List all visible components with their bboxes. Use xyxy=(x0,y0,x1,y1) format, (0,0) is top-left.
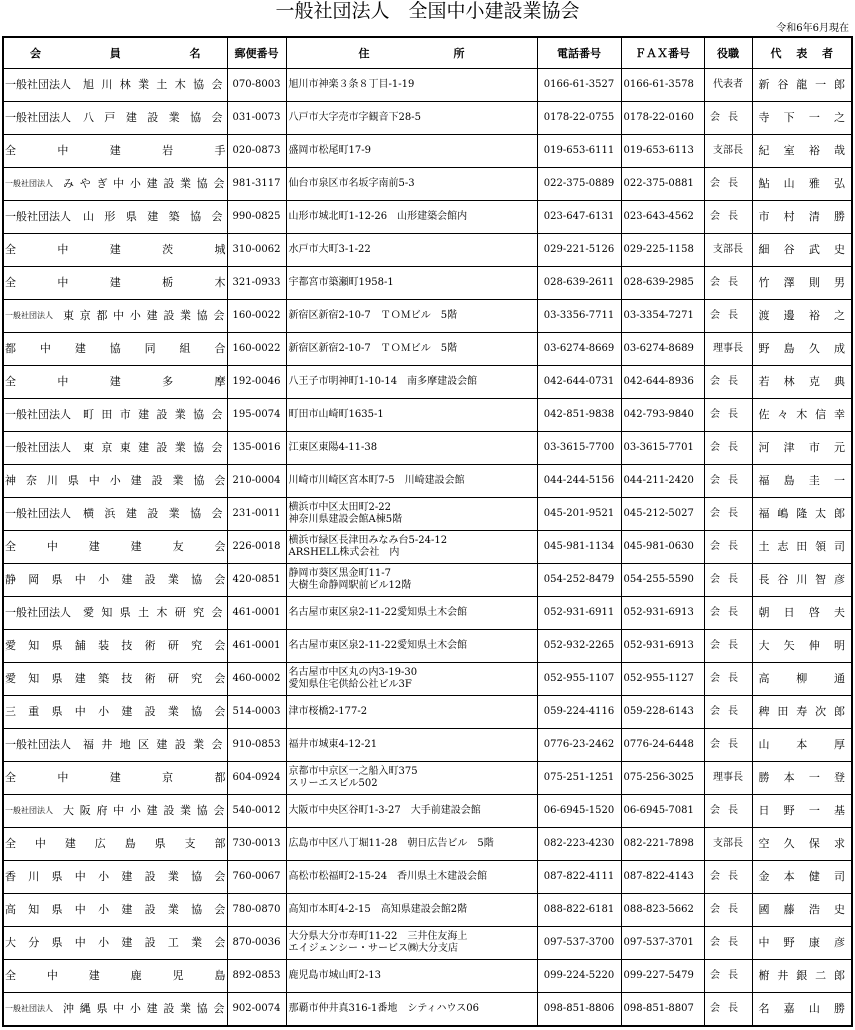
representative-cell: 稗 田 寿 次 郎 xyxy=(752,696,852,729)
zip-cell: 760-0067 xyxy=(227,861,286,894)
member-name-cell: 一般社団法人 山形県建築協会 xyxy=(3,201,227,234)
role-cell: 会長 xyxy=(704,432,752,465)
fax-cell: 097-537-3701 xyxy=(621,927,704,960)
role-cell: 会長 xyxy=(704,861,752,894)
member-name-cell: 愛 知 県 舗 装 技 術 研 究 会 xyxy=(3,630,227,663)
header-org: 会 員 名 xyxy=(3,37,227,69)
fax-cell: 028-639-2985 xyxy=(621,267,704,300)
table-row xyxy=(3,795,852,828)
role-cell: 会長 xyxy=(704,465,752,498)
table-row xyxy=(3,432,852,465)
representative-cell: 市 村 清 勝 xyxy=(752,201,852,234)
tel-cell: 042-644-0731 xyxy=(537,366,621,399)
table-header-row xyxy=(3,37,852,69)
header-rep: 代 表 者 xyxy=(752,37,852,69)
role-cell: 支部長 xyxy=(704,234,752,267)
address-cell: 大分県大分市寿町11-22 三井住友海上 エイジェンシー・サービス㈱大分支店 xyxy=(286,927,537,960)
member-name-cell: 一般社団法人 東京都中小建設業協会 xyxy=(3,300,227,333)
page-title: 一般社団法人 全国中小建設業協会 xyxy=(275,0,580,22)
zip-cell: 070-8003 xyxy=(227,69,286,102)
fax-cell: 023-643-4562 xyxy=(621,201,704,234)
tel-cell: 052-931-6911 xyxy=(537,597,621,630)
tel-cell: 075-251-1251 xyxy=(537,762,621,795)
zip-cell: 160-0022 xyxy=(227,333,286,366)
table-row xyxy=(3,861,852,894)
zip-cell: 604-0924 xyxy=(227,762,286,795)
tel-cell: 088-822-6181 xyxy=(537,894,621,927)
representative-cell: 渡 邊 裕 之 xyxy=(752,300,852,333)
member-name-cell: 一般社団法人 愛知県土木研究会 xyxy=(3,597,227,630)
fax-cell: 052-931-6913 xyxy=(621,597,704,630)
member-name-cell: 一般社団法人 八戸建設業協会 xyxy=(3,102,227,135)
fax-cell: 042-644-8936 xyxy=(621,366,704,399)
tel-cell: 0166-61-3527 xyxy=(537,69,621,102)
member-name-cell: 全 中 建 多 摩 xyxy=(3,366,227,399)
fax-cell: 099-227-5479 xyxy=(621,960,704,993)
fax-cell: 044-211-2420 xyxy=(621,465,704,498)
zip-cell: 031-0073 xyxy=(227,102,286,135)
tel-cell: 059-224-4116 xyxy=(537,696,621,729)
table-row xyxy=(3,69,852,102)
table-row xyxy=(3,531,852,564)
zip-cell: 780-0870 xyxy=(227,894,286,927)
role-cell: 会長 xyxy=(704,729,752,762)
fax-cell: 045-981-0630 xyxy=(621,531,704,564)
member-name-cell: 全 中 建 鹿 児 島 xyxy=(3,960,227,993)
zip-cell: 192-0046 xyxy=(227,366,286,399)
representative-cell: 寺 下 一 之 xyxy=(752,102,852,135)
table-row xyxy=(3,465,852,498)
tel-cell: 052-955-1107 xyxy=(537,663,621,696)
zip-cell: 990-0825 xyxy=(227,201,286,234)
role-cell: 会長 xyxy=(704,564,752,597)
representative-cell: 勝 本 一 登 xyxy=(752,762,852,795)
tel-cell: 045-201-9521 xyxy=(537,498,621,531)
table-row xyxy=(3,630,852,663)
table-row xyxy=(3,729,852,762)
as-of-date: 令和6年6月現在 xyxy=(776,23,849,34)
header-addr: 住 所 xyxy=(286,37,537,69)
role-cell: 会長 xyxy=(704,696,752,729)
tel-cell: 042-851-9838 xyxy=(537,399,621,432)
tel-cell: 028-639-2611 xyxy=(537,267,621,300)
member-name-cell: 一般社団法人 みやぎ中小建設業協会 xyxy=(3,168,227,201)
address-cell: 広島市中区八丁堀11-28 朝日広告ビル 5階 xyxy=(286,828,537,861)
zip-cell: 730-0013 xyxy=(227,828,286,861)
fax-cell: 087-822-4143 xyxy=(621,861,704,894)
member-name-cell: 静 岡 県 中 小 建 設 業 協 会 xyxy=(3,564,227,597)
address-cell: 宇都宮市築瀬町1958-1 xyxy=(286,267,537,300)
fax-cell: 0178-22-0160 xyxy=(621,102,704,135)
table-row xyxy=(3,993,852,1027)
address-cell: 京都市中京区一之船入町375 スリーエスビル502 xyxy=(286,762,537,795)
address-cell: 八戸市大字売市字観音下28-5 xyxy=(286,102,537,135)
address-cell: 横浜市緑区長津田みなみ台5-24-12 ARSHELL株式会社 内 xyxy=(286,531,537,564)
tel-cell: 045-981-1134 xyxy=(537,531,621,564)
address-cell: 名古屋市東区泉2-11-22愛知県土木会館 xyxy=(286,630,537,663)
table-row xyxy=(3,366,852,399)
address-cell: 名古屋市中区丸の内3-19-30 愛知県住宅供給公社ビル3F xyxy=(286,663,537,696)
zip-cell: 981-3117 xyxy=(227,168,286,201)
zip-cell: 461-0001 xyxy=(227,630,286,663)
role-cell: 会長 xyxy=(704,102,752,135)
fax-cell: 088-823-5662 xyxy=(621,894,704,927)
member-name-cell: 一般社団法人 大阪府中小建設業協会 xyxy=(3,795,227,828)
representative-cell: 山 本 厚 xyxy=(752,729,852,762)
member-name-cell: 全 中 建 茨 城 xyxy=(3,234,227,267)
representative-cell: 河 津 市 元 xyxy=(752,432,852,465)
table-row xyxy=(3,564,852,597)
representative-cell: 中 野 康 彦 xyxy=(752,927,852,960)
tel-cell: 03-6274-8669 xyxy=(537,333,621,366)
member-name-cell: 一般社団法人 横浜建設業協会 xyxy=(3,498,227,531)
zip-cell: 210-0004 xyxy=(227,465,286,498)
table-row xyxy=(3,597,852,630)
fax-cell: 0776-24-6448 xyxy=(621,729,704,762)
zip-cell: 460-0002 xyxy=(227,663,286,696)
table-row xyxy=(3,201,852,234)
role-cell: 理事長 xyxy=(704,762,752,795)
address-cell: 川崎市川崎区宮本町7-5 川崎建設会館 xyxy=(286,465,537,498)
role-cell: 代表者 xyxy=(704,69,752,102)
zip-cell: 461-0001 xyxy=(227,597,286,630)
address-cell: 名古屋市東区泉2-11-22愛知県土木会館 xyxy=(286,597,537,630)
address-cell: 那覇市仲井真316-1番地 シティハウス06 xyxy=(286,993,537,1027)
representative-cell: 名 嘉 山 勝 xyxy=(752,993,852,1027)
member-table xyxy=(2,36,853,1027)
address-cell: 新宿区新宿2-10-7 ＴＯＭビル 5階 xyxy=(286,333,537,366)
role-cell: 会長 xyxy=(704,927,752,960)
tel-cell: 023-647-6131 xyxy=(537,201,621,234)
table-row xyxy=(3,267,852,300)
address-cell: 山形市城北町1-12-26 山形建築会館内 xyxy=(286,201,537,234)
member-name-cell: 高 知 県 中 小 建 設 業 協 会 xyxy=(3,894,227,927)
role-cell: 会長 xyxy=(704,960,752,993)
table-row xyxy=(3,696,852,729)
fax-cell: 06-6945-7081 xyxy=(621,795,704,828)
fax-cell: 045-212-5027 xyxy=(621,498,704,531)
member-name-cell: 三 重 県 中 小 建 設 業 協 会 xyxy=(3,696,227,729)
representative-cell: 新 谷 龍 一 郎 xyxy=(752,69,852,102)
table-row xyxy=(3,135,852,168)
address-cell: 盛岡市松尾町17-9 xyxy=(286,135,537,168)
representative-cell: 椨 井 銀 二 郎 xyxy=(752,960,852,993)
table-row xyxy=(3,960,852,993)
fax-cell: 029-225-1158 xyxy=(621,234,704,267)
representative-cell: 佐 々 木 信 幸 xyxy=(752,399,852,432)
table-row xyxy=(3,333,852,366)
role-cell: 支部長 xyxy=(704,828,752,861)
member-name-cell: 愛 知 県 建 築 技 術 研 究 会 xyxy=(3,663,227,696)
tel-cell: 029-221-5126 xyxy=(537,234,621,267)
member-name-cell: 一般社団法人 町田市建設業協会 xyxy=(3,399,227,432)
zip-cell: 321-0933 xyxy=(227,267,286,300)
zip-cell: 135-0016 xyxy=(227,432,286,465)
address-cell: 町田市山崎町1635-1 xyxy=(286,399,537,432)
table-row xyxy=(3,762,852,795)
fax-cell: 075-256-3025 xyxy=(621,762,704,795)
table-row xyxy=(3,894,852,927)
zip-cell: 420-0851 xyxy=(227,564,286,597)
address-cell: 鹿児島市城山町2-13 xyxy=(286,960,537,993)
fax-cell: 082-221-7898 xyxy=(621,828,704,861)
fax-cell: 098-851-8807 xyxy=(621,993,704,1027)
address-cell: 新宿区新宿2-10-7 ＴＯＭビル 5階 xyxy=(286,300,537,333)
representative-cell: 日 野 一 基 xyxy=(752,795,852,828)
address-cell: 仙台市泉区市名坂字南前5-3 xyxy=(286,168,537,201)
role-cell: 会長 xyxy=(704,399,752,432)
role-cell: 理事長 xyxy=(704,333,752,366)
fax-cell: 03-3354-7271 xyxy=(621,300,704,333)
address-cell: 静岡市葵区黒金町11-7 大樹生命静岡駅前ビル12階 xyxy=(286,564,537,597)
representative-cell: 野 島 久 成 xyxy=(752,333,852,366)
tel-cell: 03-3356-7711 xyxy=(537,300,621,333)
zip-cell: 540-0012 xyxy=(227,795,286,828)
role-cell: 会長 xyxy=(704,366,752,399)
representative-cell: 福 島 圭 一 xyxy=(752,465,852,498)
member-name-cell: 全 中 建 広 島 県 支 部 xyxy=(3,828,227,861)
representative-cell: 朝 日 啓 夫 xyxy=(752,597,852,630)
member-name-cell: 一般社団法人 福井地区建設業会 xyxy=(3,729,227,762)
address-cell: 横浜市中区太田町2-22 神奈川県建設会館A棟5階 xyxy=(286,498,537,531)
header-zip: 郵便番号 xyxy=(227,37,286,69)
address-cell: 大阪市中央区谷町1-3-27 大手前建設会館 xyxy=(286,795,537,828)
zip-cell: 514-0003 xyxy=(227,696,286,729)
member-name-cell: 神 奈 川 県 中 小 建 設 業 協 会 xyxy=(3,465,227,498)
representative-cell: 長 谷 川 智 彦 xyxy=(752,564,852,597)
address-cell: 旭川市神楽３条８丁目-1-19 xyxy=(286,69,537,102)
representative-cell: 大 矢 伸 明 xyxy=(752,630,852,663)
fax-cell: 03-6274-8689 xyxy=(621,333,704,366)
member-name-cell: 都 中 建 協 同 組 合 xyxy=(3,333,227,366)
tel-cell: 098-851-8806 xyxy=(537,993,621,1027)
representative-cell: 福 嶋 隆 太 郎 xyxy=(752,498,852,531)
table-row xyxy=(3,828,852,861)
member-name-cell: 大 分 県 中 小 建 設 工 業 会 xyxy=(3,927,227,960)
zip-cell: 910-0853 xyxy=(227,729,286,762)
table-row xyxy=(3,663,852,696)
member-name-cell: 全 中 建 岩 手 xyxy=(3,135,227,168)
member-name-cell: 一般社団法人 旭川林業土木協会 xyxy=(3,69,227,102)
zip-cell: 902-0074 xyxy=(227,993,286,1027)
representative-cell: 國 藤 浩 史 xyxy=(752,894,852,927)
role-cell: 会長 xyxy=(704,267,752,300)
tel-cell: 054-252-8479 xyxy=(537,564,621,597)
table-row xyxy=(3,927,852,960)
role-cell: 会長 xyxy=(704,498,752,531)
member-name-cell: 一般社団法人 東京東建設業協会 xyxy=(3,432,227,465)
representative-cell: 鮎 山 雅 弘 xyxy=(752,168,852,201)
zip-cell: 231-0011 xyxy=(227,498,286,531)
address-cell: 水戸市大町3-1-22 xyxy=(286,234,537,267)
address-cell: 高知市本町4-2-15 高知県建設会館2階 xyxy=(286,894,537,927)
fax-cell: 042-793-9840 xyxy=(621,399,704,432)
tel-cell: 087-822-4111 xyxy=(537,861,621,894)
role-cell: 会長 xyxy=(704,663,752,696)
table-row xyxy=(3,168,852,201)
role-cell: 会長 xyxy=(704,993,752,1027)
address-cell: 江東区東陽4-11-38 xyxy=(286,432,537,465)
representative-cell: 高 柳 通 xyxy=(752,663,852,696)
member-name-cell: 香 川 県 中 小 建 設 業 協 会 xyxy=(3,861,227,894)
header-role: 役職 xyxy=(704,37,752,69)
tel-cell: 052-932-2265 xyxy=(537,630,621,663)
role-cell: 会長 xyxy=(704,201,752,234)
address-cell: 福井市城東4-12-21 xyxy=(286,729,537,762)
representative-cell: 若 林 克 典 xyxy=(752,366,852,399)
tel-cell: 082-223-4230 xyxy=(537,828,621,861)
fax-cell: 019-653-6113 xyxy=(621,135,704,168)
fax-cell: 059-228-6143 xyxy=(621,696,704,729)
tel-cell: 022-375-0889 xyxy=(537,168,621,201)
table-row xyxy=(3,399,852,432)
tel-cell: 019-653-6111 xyxy=(537,135,621,168)
role-cell: 会長 xyxy=(704,597,752,630)
role-cell: 会長 xyxy=(704,795,752,828)
tel-cell: 099-224-5220 xyxy=(537,960,621,993)
zip-cell: 226-0018 xyxy=(227,531,286,564)
fax-cell: 052-931-6913 xyxy=(621,630,704,663)
fax-cell: 052-955-1127 xyxy=(621,663,704,696)
zip-cell: 310-0062 xyxy=(227,234,286,267)
header-fax: ＦＡＸ番号 xyxy=(621,37,704,69)
role-cell: 会長 xyxy=(704,168,752,201)
tel-cell: 06-6945-1520 xyxy=(537,795,621,828)
member-name-cell: 全 中 建 建 友 会 xyxy=(3,531,227,564)
address-cell: 津市桜橋2-177-2 xyxy=(286,696,537,729)
fax-cell: 03-3615-7701 xyxy=(621,432,704,465)
tel-cell: 0178-22-0755 xyxy=(537,102,621,135)
table-row xyxy=(3,234,852,267)
member-name-cell: 全 中 建 京 都 xyxy=(3,762,227,795)
role-cell: 会長 xyxy=(704,531,752,564)
role-cell: 支部長 xyxy=(704,135,752,168)
table-row xyxy=(3,300,852,333)
role-cell: 会長 xyxy=(704,630,752,663)
zip-cell: 020-0873 xyxy=(227,135,286,168)
tel-cell: 097-537-3700 xyxy=(537,927,621,960)
role-cell: 会長 xyxy=(704,300,752,333)
member-name-cell: 全 中 建 栃 木 xyxy=(3,267,227,300)
table-row xyxy=(3,498,852,531)
address-cell: 八王子市明神町1-10-14 南多摩建設会館 xyxy=(286,366,537,399)
zip-cell: 892-0853 xyxy=(227,960,286,993)
representative-cell: 紀 室 裕 哉 xyxy=(752,135,852,168)
address-cell: 高松市松福町2-15-24 香川県土木建設会館 xyxy=(286,861,537,894)
zip-cell: 870-0036 xyxy=(227,927,286,960)
tel-cell: 0776-23-2462 xyxy=(537,729,621,762)
member-name-cell: 一般社団法人 沖縄県中小建設業協会 xyxy=(3,993,227,1027)
tel-cell: 03-3615-7700 xyxy=(537,432,621,465)
fax-cell: 022-375-0881 xyxy=(621,168,704,201)
fax-cell: 0166-61-3578 xyxy=(621,69,704,102)
representative-cell: 竹 澤 則 男 xyxy=(752,267,852,300)
zip-cell: 160-0022 xyxy=(227,300,286,333)
role-cell: 会長 xyxy=(704,894,752,927)
fax-cell: 054-255-5590 xyxy=(621,564,704,597)
representative-cell: 金 本 健 司 xyxy=(752,861,852,894)
zip-cell: 195-0074 xyxy=(227,399,286,432)
representative-cell: 細 谷 武 史 xyxy=(752,234,852,267)
header-tel: 電話番号 xyxy=(537,37,621,69)
representative-cell: 空 久 保 求 xyxy=(752,828,852,861)
tel-cell: 044-244-5156 xyxy=(537,465,621,498)
representative-cell: 土 志 田 領 司 xyxy=(752,531,852,564)
table-row xyxy=(3,102,852,135)
